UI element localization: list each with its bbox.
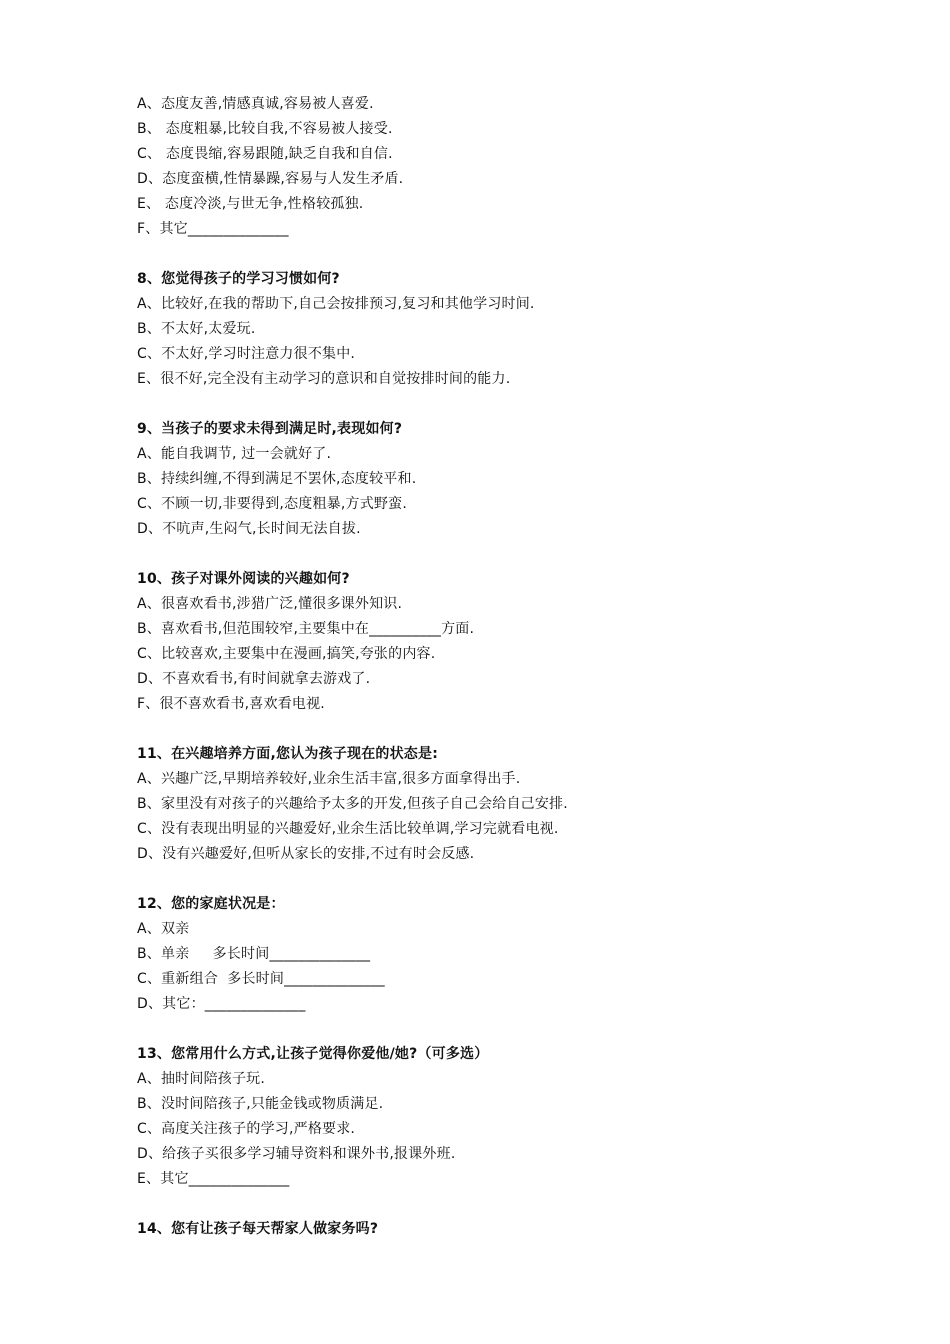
- answer-option: A、能自我调节, 过一会就好了.: [137, 446, 332, 462]
- blank-line: [137, 1192, 877, 1217]
- answer-option: C、比较喜欢,主要集中在漫画,搞笑,夸张的内容.: [137, 646, 436, 662]
- answer-option: D、其它：______________: [137, 996, 306, 1012]
- answer-option: A、抽时间陪孩子玩.: [137, 1071, 266, 1087]
- answer-option: E、其它______________: [137, 1171, 290, 1187]
- answer-option: A、态度友善,情感真诚,容易被人喜爱.: [137, 96, 374, 112]
- blank-line: [137, 542, 877, 567]
- answer-option: B、单亲 多长时间______________: [137, 946, 371, 962]
- question-heading: 10、孩子对课外阅读的兴趣如何?: [137, 571, 350, 587]
- answer-option: C、重新组合 多长时间______________: [137, 971, 385, 987]
- answer-option: A、兴趣广泛,早期培养较好,业余生活丰富,很多方面拿得出手.: [137, 771, 521, 787]
- answer-option: A、比较好,在我的帮助下,自己会按排预习,复习和其他学习时间.: [137, 296, 535, 312]
- question-heading: 14、您有让孩子每天帮家人做家务吗?: [137, 1221, 379, 1237]
- answer-option: B、不太好,太爱玩.: [137, 321, 256, 337]
- question-heading: 11、在兴趣培养方面,您认为孩子现在的状态是:: [137, 746, 438, 762]
- answer-option: A、双亲: [137, 921, 190, 937]
- blank-line: [137, 867, 877, 892]
- blank-line: [137, 242, 877, 267]
- answer-option: C、不太好,学习时注意力很不集中.: [137, 346, 356, 362]
- answer-option: B、 态度粗暴,比较自我,不容易被人接受.: [137, 121, 393, 137]
- questionnaire-content: [137, 92, 877, 1242]
- answer-option: D、态度蛮横,性情暴躁,容易与人发生矛盾.: [137, 171, 404, 187]
- answer-option: C、高度关注孩子的学习,严格要求.: [137, 1121, 356, 1137]
- answer-option: B、家里没有对孩子的兴趣给予太多的开发,但孩子自己会给自己安排.: [137, 796, 568, 812]
- answer-option: D、没有兴趣爱好,但听从家长的安排,不过有时会反感.: [137, 846, 475, 862]
- answer-option: D、不吭声,生闷气,长时间无法自拔.: [137, 521, 361, 537]
- answer-option: C、 态度畏缩,容易跟随,缺乏自我和自信.: [137, 146, 393, 162]
- question-heading: 13、您常用什么方式,让孩子觉得你爱他/她?（可多选）: [137, 1046, 489, 1062]
- answer-option: C、不顾一切,非要得到,态度粗暴,方式野蛮.: [137, 496, 407, 512]
- answer-option: C、没有表现出明显的兴趣爱好,业余生活比较单调,学习完就看电视.: [137, 821, 559, 837]
- answer-option: A、很喜欢看书,涉猎广泛,懂很多课外知识.: [137, 596, 403, 612]
- blank-line: [137, 1017, 877, 1042]
- answer-option: B、没时间陪孩子,只能金钱或物质满足.: [137, 1096, 384, 1112]
- question-heading: 8、您觉得孩子的学习习惯如何?: [137, 271, 340, 287]
- answer-option: E、很不好,完全没有主动学习的意识和自觉按排时间的能力.: [137, 371, 511, 387]
- answer-option: B、喜欢看书,但范围较窄,主要集中在__________方面.: [137, 621, 475, 637]
- answer-option: D、不喜欢看书,有时间就拿去游戏了.: [137, 671, 371, 687]
- answer-option: E、 态度冷淡,与世无争,性格较孤独.: [137, 196, 364, 212]
- answer-option: F、其它______________: [137, 221, 289, 237]
- answer-option: B、持续纠缠,不得到满足不罢休,态度较平和.: [137, 471, 417, 487]
- answer-option: D、给孩子买很多学习辅导资料和课外书,报课外班.: [137, 1146, 456, 1162]
- answer-option: F、很不喜欢看书,喜欢看电视.: [137, 696, 325, 712]
- blank-line: [137, 392, 877, 417]
- blank-line: [137, 717, 877, 742]
- question-heading: 9、当孩子的要求未得到满足时,表现如何?: [137, 421, 403, 437]
- question-heading: 12、您的家庭状况是：: [137, 896, 285, 912]
